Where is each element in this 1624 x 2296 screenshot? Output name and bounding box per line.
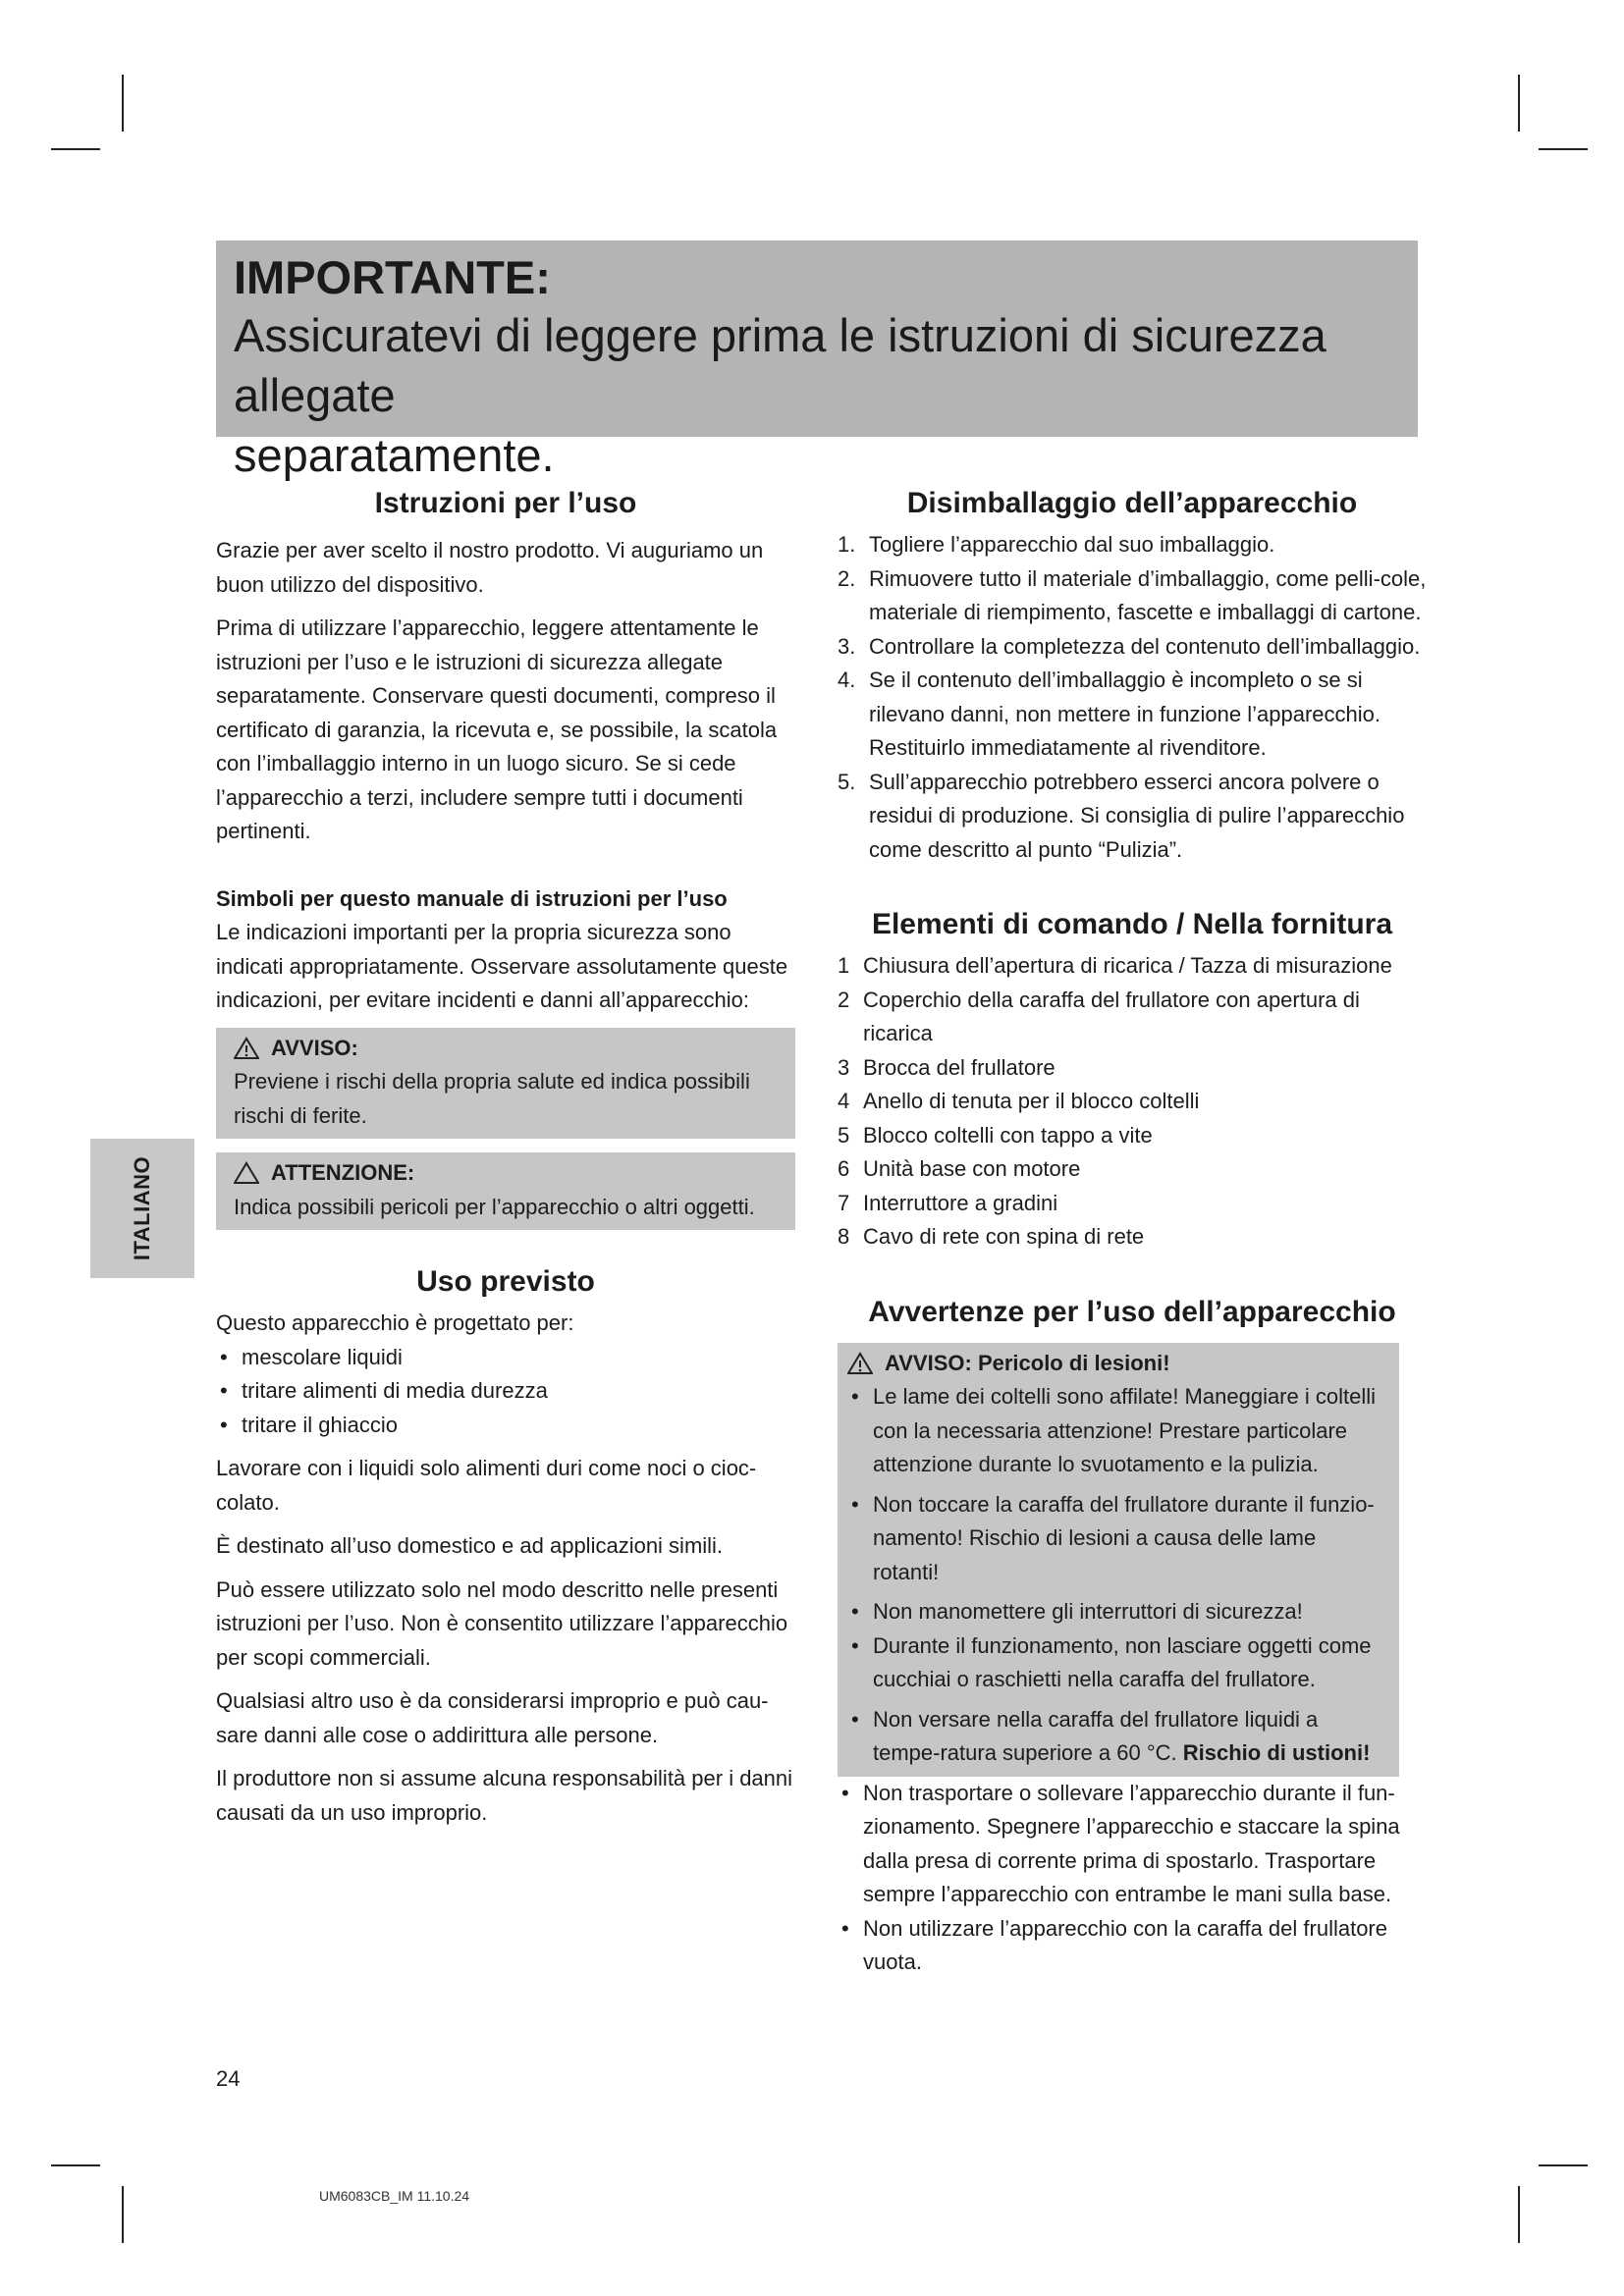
caution-triangle-icon (234, 1161, 259, 1185)
intro-paragraph: Grazie per aver scelto il nostro prodotto. Vi auguriamo un buon utilizzo del dispositivo. (216, 538, 764, 597)
attenzione-text: Indica possibili pericoli per l’apparecchio o altri oggetti. (234, 1194, 755, 1219)
crop-mark (51, 148, 100, 150)
list-item: 5. Sull’apparecchio potrebbero esserci ancora polvere o residui di produzione. Si consiglia di pulire l’apparecchio come descritto al punto “Pulizia”. (838, 769, 1405, 862)
crop-mark (1518, 2186, 1520, 2243)
list-item: 4 Anello di tenuta per il blocco coltelli (838, 1089, 1200, 1113)
warning-triangle-icon (234, 1037, 259, 1060)
crop-mark (1539, 148, 1588, 150)
list-item: • Durante il funzionamento, non lasciare oggetti come cucchiai o raschietti nella caraffa del frullatore. (851, 1632, 1372, 1691)
list-item: • Le lame dei coltelli sono affilate! Maneggiare i coltelli con la necessaria attenzione! Prestare particolare attenzione durante lo svuotamento e la pulizia. (851, 1384, 1376, 1476)
avviso-text: Previene i rischi della propria salute ed indica possibili rischi di ferite. (234, 1069, 750, 1128)
crop-mark (51, 2164, 100, 2166)
crop-mark (1518, 75, 1520, 132)
list-item: • tritare il ghiaccio (220, 1412, 398, 1437)
uso-paragraph: Qualsiasi altro uso è da considerarsi improprio e può cau-sare danni alle cose o addirittura alle persone. (216, 1688, 769, 1747)
warning-triangle-icon (847, 1352, 873, 1375)
burn-risk-label: Rischio di ustioni! (1182, 1740, 1371, 1765)
list-item: • Non utilizzare l’apparecchio con la caraffa del frullatore vuota. (841, 1915, 1387, 1974)
list-item: 2. Rimuovere tutto il materiale d’imballaggio, come pelli-cole, materiale di riempimento, fascette e imballaggi di cartone. (838, 565, 1427, 624)
list-item: 6 Unità base con motore (838, 1156, 1081, 1181)
list-item: 3 Brocca del frullatore (838, 1054, 1056, 1080)
attenzione-title: ATTENZIONE: (271, 1160, 415, 1185)
crop-mark (122, 75, 124, 132)
list-item: 4. Se il contenuto dell’imballaggio è incompleto o se si rilevano danni, non mettere in funzione l’apparecchio. Restituirlo immediatamente al rivenditore. (838, 667, 1380, 760)
uso-paragraph: È destinato all’uso domestico e ad applicazioni simili. (216, 1533, 724, 1558)
list-item: • Non versare nella caraffa del frullatore liquidi a tempe-ratura superiore a 60 °C. Rischio di ustioni! (851, 1706, 1371, 1765)
important-banner (216, 240, 1418, 481)
section-heading-disimballaggio: Disimballaggio dell’apparecchio (906, 487, 1358, 519)
elements-list (838, 949, 1427, 1255)
list-item: 1. Togliere l’apparecchio dal suo imballaggio. (838, 532, 1275, 557)
list-item: • Non manomettere gli interruttori di sicurezza! (851, 1599, 1303, 1624)
footer-code: UM6083CB_IM 11.10.24 (319, 2188, 470, 2204)
left-column (216, 479, 795, 1830)
section-heading-elementi: Elementi di comando / Nella fornitura (871, 908, 1393, 940)
list-item: • Non toccare la caraffa del frullatore durante il funzio-namento! Rischio di lesioni a causa delle lame rotanti! (851, 1491, 1375, 1584)
injury-warning-title: AVVISO: Pericolo di lesioni! (885, 1350, 1170, 1375)
list-item: • Non trasportare o sollevare l’apparecchio durante il fun-zionamento. Spegnere l’apparecchio e staccare la spina dalla presa di corrente prima di spostarlo. Trasportare sempre l’apparecchio con entrambe le mani sulla base. (841, 1780, 1400, 1906)
uso-paragraph: Può essere utilizzato solo nel modo descritto nelle presenti istruzioni per l’uso. Non è consentito utilizzare l’apparecchio per scopi commerciali. (216, 1576, 788, 1670)
avviso-note (216, 1028, 795, 1140)
banner-title: IMPORTANTE: (234, 251, 551, 303)
list-item: • mescolare liquidi (220, 1344, 403, 1369)
list-item: 7 Interruttore a gradini (838, 1190, 1058, 1215)
list-item: • tritare alimenti di media durezza (220, 1378, 548, 1403)
language-tab-label: ITALIANO (130, 1155, 154, 1261)
list-item: 2 Coperchio della caraffa del frullatore con apertura di ricarica (838, 987, 1360, 1045)
symbols-text: Le indicazioni importanti per la propria sicurezza sono indicati appropriatamente. Osservare assolutamente queste indicazioni, per evitare incidenti e danni all’apparecchio: (216, 920, 788, 1012)
banner-line: Assicuratevi di leggere prima le istruzioni di sicurezza allegate (234, 309, 1326, 421)
list-item: 8 Cavo di rete con spina di rete (838, 1224, 1145, 1249)
uso-intro: Questo apparecchio è progettato per: (216, 1310, 574, 1335)
page-number: 24 (216, 2066, 241, 2091)
injury-warning-list (847, 1380, 1385, 1771)
crop-mark (1539, 2164, 1588, 2166)
injury-warning-box (838, 1343, 1399, 1777)
list-item: 1 Chiusura dell’apertura di ricarica / Tazza di misurazione (838, 953, 1392, 978)
banner-line: separatamente. (234, 429, 555, 481)
uso-paragraph: Il produttore non si assume alcuna responsabilità per i danni causati da un uso improprio. (216, 1766, 793, 1825)
right-column (838, 479, 1427, 1980)
unpack-list (838, 528, 1427, 867)
symbols-heading: Simboli per questo manuale di istruzioni per l’uso (216, 885, 728, 911)
list-item: 5 Blocco coltelli con tappo a vite (838, 1122, 1153, 1148)
crop-mark (122, 2186, 124, 2243)
uso-paragraph: Lavorare con i liquidi solo alimenti duri come noci o cioc-colato. (216, 1456, 757, 1515)
language-tab (90, 1139, 194, 1278)
usage-warnings-list (838, 1777, 1407, 1980)
list-item: 3. Controllare la completezza del contenuto dell’imballaggio. (838, 633, 1421, 659)
section-heading-avvertenze: Avvertenze per l’uso dell’apparecchio (868, 1295, 1396, 1328)
section-heading-uso: Uso previsto (416, 1265, 595, 1298)
intro-paragraph: Prima di utilizzare l’apparecchio, leggere attentamente le istruzioni per l’uso e le istruzioni di sicurezza allegate separatamente. Conservare questi documenti, compreso il certificato di garanzia, la ricevuta e, se possibile, la scatola con l’imballaggio interno in un luogo sicuro. Se si cede l’apparecchio a terzi, includere sempre tutti i documenti pertinenti. (216, 615, 778, 843)
section-heading-istruzioni: Istruzioni per l’uso (374, 487, 637, 519)
attenzione-note (216, 1152, 795, 1230)
uso-list (216, 1341, 795, 1443)
avviso-title: AVVISO: (271, 1035, 358, 1060)
